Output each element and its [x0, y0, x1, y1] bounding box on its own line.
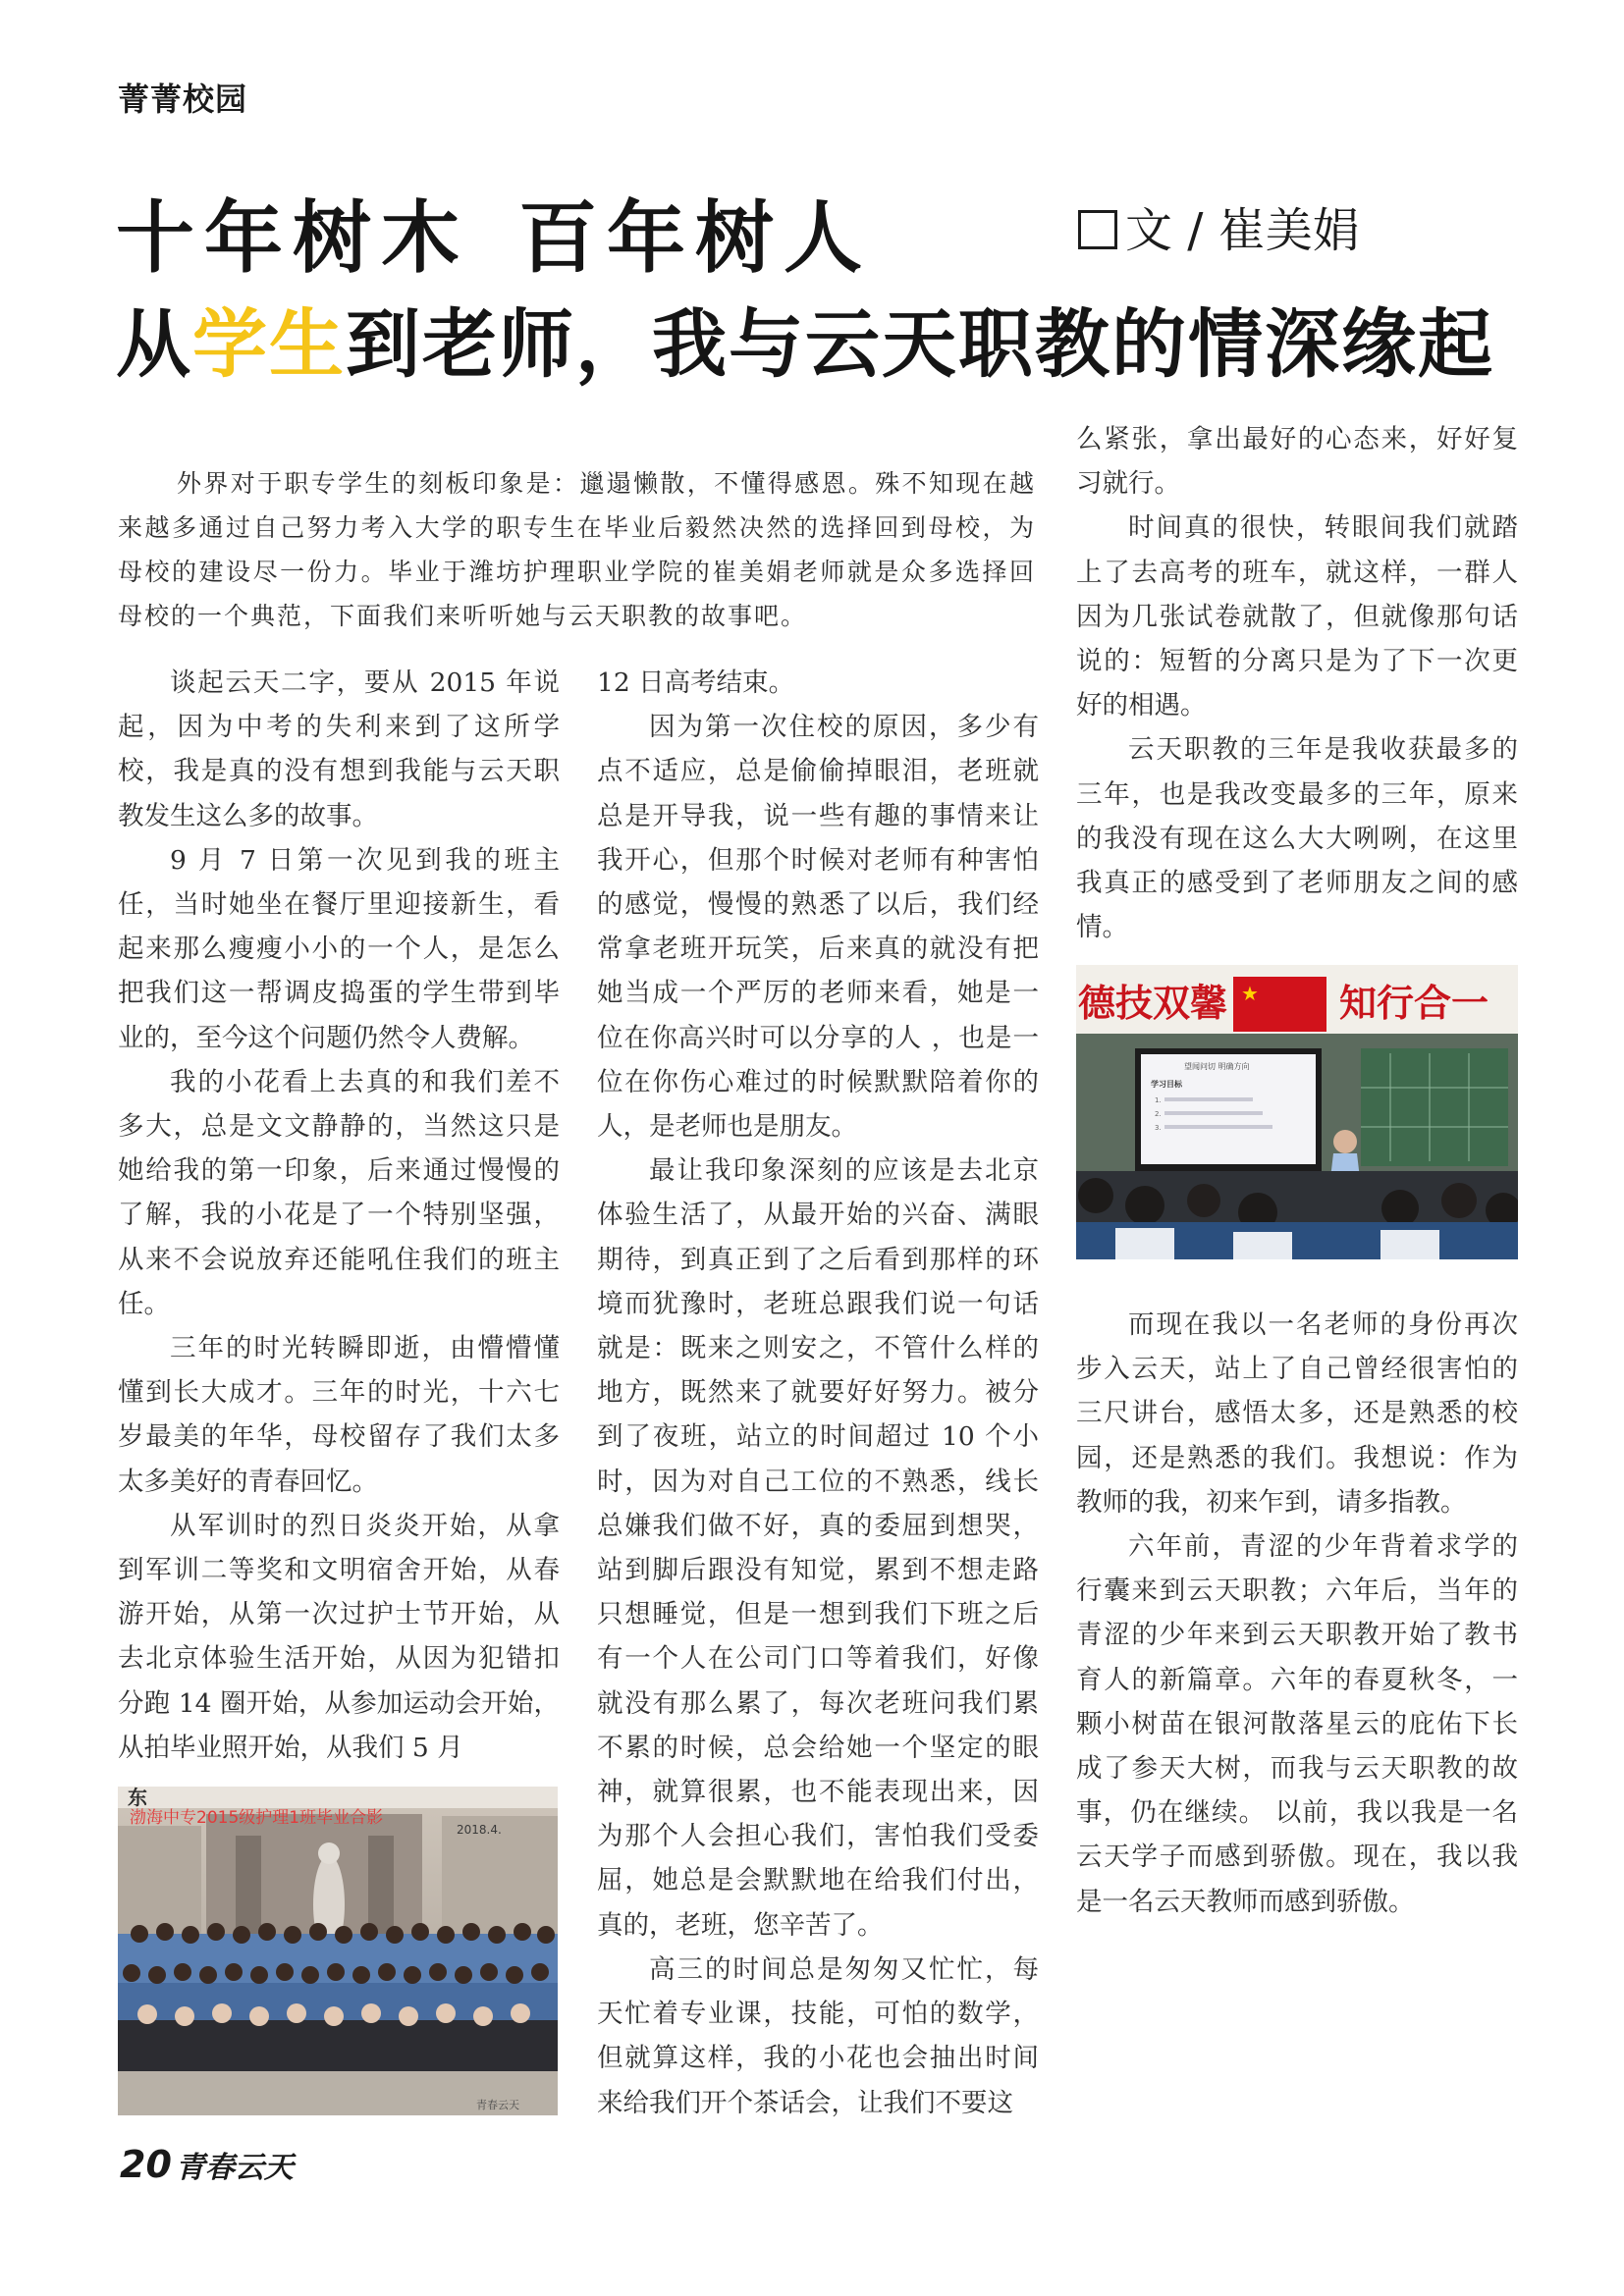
- photo-banner-text: 渤海中专2015级护理1班毕业合影: [130, 1808, 384, 1828]
- classroom-photo-image: [1076, 965, 1518, 1259]
- paragraph: 12 日高考结束。: [597, 667, 795, 698]
- headline-part-1: 十年树木: [116, 192, 469, 284]
- article-column-2: [597, 661, 1039, 2125]
- paragraph: 么紧张，拿出最好的心态来，好好复习就行。: [1076, 424, 1518, 500]
- byline-box-icon: [1078, 210, 1117, 249]
- page-number: 20: [120, 2143, 172, 2186]
- headline-2-after: 到老师，我与云天职教的情深缘起: [346, 300, 1494, 388]
- headline-2-before: 从: [116, 300, 192, 388]
- paragraph: 9 月 7 日第一次见到我的班主任，当时她坐在餐厅里迎接新生，看起来那么瘦瘦小小的一个人，是怎么把我们这一帮调皮捣蛋的学生带到毕业的，至今这个问题仍然令人费解。: [118, 844, 560, 1053]
- slide-line: 2.: [1155, 1110, 1162, 1118]
- slide-line: 1.: [1155, 1096, 1162, 1104]
- photo-date-text: 2018.4.: [457, 1823, 502, 1837]
- graduation-photo-image: [118, 1787, 558, 2115]
- paragraph: 时间真的很快，转眼间我们就踏上了去高考的班车，就这样，一群人因为几张试卷就散了，但就像那句话说的：短暂的分离只是为了下一次更好的相遇。: [1076, 512, 1518, 721]
- headline-part-2: 百年树人: [518, 192, 872, 284]
- slide-line: 3.: [1155, 1124, 1162, 1132]
- headline-line-2: [116, 285, 1494, 392]
- paragraph: 我的小花看上去真的和我们差不多大，总是文文静静的，当然这只是她给我的第一印象，后来通过慢慢的了解，我的小花是了一个特别坚强，从来不会说放弃还能吼住我们的班主任。: [118, 1066, 560, 1319]
- section-tag: 菁菁校园: [118, 80, 248, 118]
- magazine-name: 青春云天: [175, 2151, 294, 2185]
- slide-heading: 学习目标: [1151, 1080, 1182, 1089]
- photo-sign-text: 东: [128, 1787, 147, 1809]
- article-column-1: [118, 661, 560, 1770]
- intro-paragraph: 外界对于职专学生的刻板印象是：邋遢懒散，不懂得感恩。殊不知现在越来越多通过自己努力考入大学的职专生在毕业后毅然决然的选择回到母校，为母校的建设尽一份力。毕业于潍坊护理职业学院的崔美娟老师就是众多选择回母校的一个典范，下面我们来听听她与云天职教的故事吧。: [118, 469, 1036, 630]
- headline-2-highlight: 学生: [192, 300, 346, 388]
- headline-line-1: [116, 175, 872, 288]
- paragraph: 云天职教的三年是我收获最多的三年，也是我改变最多的三年，原来的我没有现在这么大大咧咧，在这里我真正的感受到了老师朋友之间的感情。: [1076, 734, 1518, 943]
- paragraph: 因为第一次住校的原因，多少有点不适应，总是偷偷掉眼泪，老班就总是开导我，说一些有趣的事情来让我开心，但那个时候对老师有种害怕的感觉，慢慢的熟悉了以后，我们经常拿老班开玩笑，后来真的就没有把她当成一个严厉的老师来看，她是一位在你高兴时可以分享的人 ，也是一位在你伤心难过的时候默默陪着你的人，是老师也是朋友。: [597, 712, 1039, 1143]
- banner-left-text: 德技双馨: [1078, 982, 1228, 1025]
- photo-corner-text: 青春云天: [476, 2099, 519, 2111]
- graduation-photo: [118, 1787, 558, 2115]
- paragraph: 从军训时的烈日炎炎开始，从拿到军训二等奖和文明宿舍开始，从春游开始，从第一次过护士节开始，从去北京体验生活开始，从因为犯错扣分跑 14 圈开始，从参加运动会开始，从拍毕业照开始，从我们 5 月: [118, 1510, 560, 1763]
- byline-text: 文 / 崔美娟: [1125, 203, 1360, 258]
- slide-title: 望闻问切 明确方向: [1184, 1062, 1250, 1071]
- svg-text:★: ★: [1241, 982, 1259, 1005]
- article-column-3-top: [1076, 417, 1518, 949]
- paragraph: 三年的时光转瞬即逝，由懵懵懂懂到长大成才。三年的时光，十六七岁最美的年华，母校留存了我们太多太多美好的青春回忆。: [118, 1333, 560, 1497]
- article-column-3-bottom: [1076, 1303, 1518, 1924]
- paragraph: 高三的时间总是匆匆又忙忙，每天忙着专业课，技能，可怕的数学，但就算这样，我的小花也会抽出时间来给我们开个茶话会，让我们不要这: [597, 1953, 1039, 2118]
- paragraph: 谈起云天二字，要从 2015 年说起，因为中考的失利来到了这所学校，我是真的没有想到我能与云天职教发生这么多的故事。: [118, 667, 560, 831]
- paragraph: 而现在我以一名老师的身份再次步入云天，站上了自己曾经很害怕的三尺讲台，感悟太多，还是熟悉的校园，还是熟悉的我们。我想说：作为教师的我，初来乍到，请多指教。: [1076, 1309, 1518, 1518]
- banner-right-text: 知行合一: [1339, 982, 1489, 1025]
- paragraph: 最让我印象深刻的应该是去北京体验生活了，从最开始的兴奋、满眼期待，到真正到了之后看到那样的环境而犹豫时，老班总跟我们说一句话就是：既来之则安之，不管什么样的地方，既然来了就要好好努力。被分到了夜班，站立的时间超过 10 个小时，因为对自己工位的不熟悉，线长总嫌我们做不好，真的委屈到想哭，站到脚后跟没有知觉，累到不想走路只想睡觉，但是一想到我们下班之后有一个人在公司门口等着我们，好像就没有那么累了，每次老班问我们累不累的时候，总会给她一个坚定的眼神，就算很累，也不能表现出来，因为那个人会担心我们，害怕我们受委屈，她总是会默默地在给我们付出，真的，老班，您辛苦了。: [597, 1155, 1039, 1941]
- student-heads: [1076, 1171, 1518, 1259]
- author-byline: [1078, 192, 1360, 260]
- page-footer: [120, 2143, 294, 2186]
- classroom-photo: [1076, 965, 1518, 1259]
- paragraph: 六年前，青涩的少年背着求学的行囊来到云天职教；六年后，当年的青涩的少年来到云天职教开始了教书育人的新篇章。六年的春夏秋冬，一颗小树苗在银河散落星云的庇佑下长成了参天大树，而我与云天职教的故事，仍在继续。 以前，我以我是一名云天学子而感到骄傲。现在，我以我是一名云天教师而感到骄傲。: [1076, 1531, 1518, 1917]
